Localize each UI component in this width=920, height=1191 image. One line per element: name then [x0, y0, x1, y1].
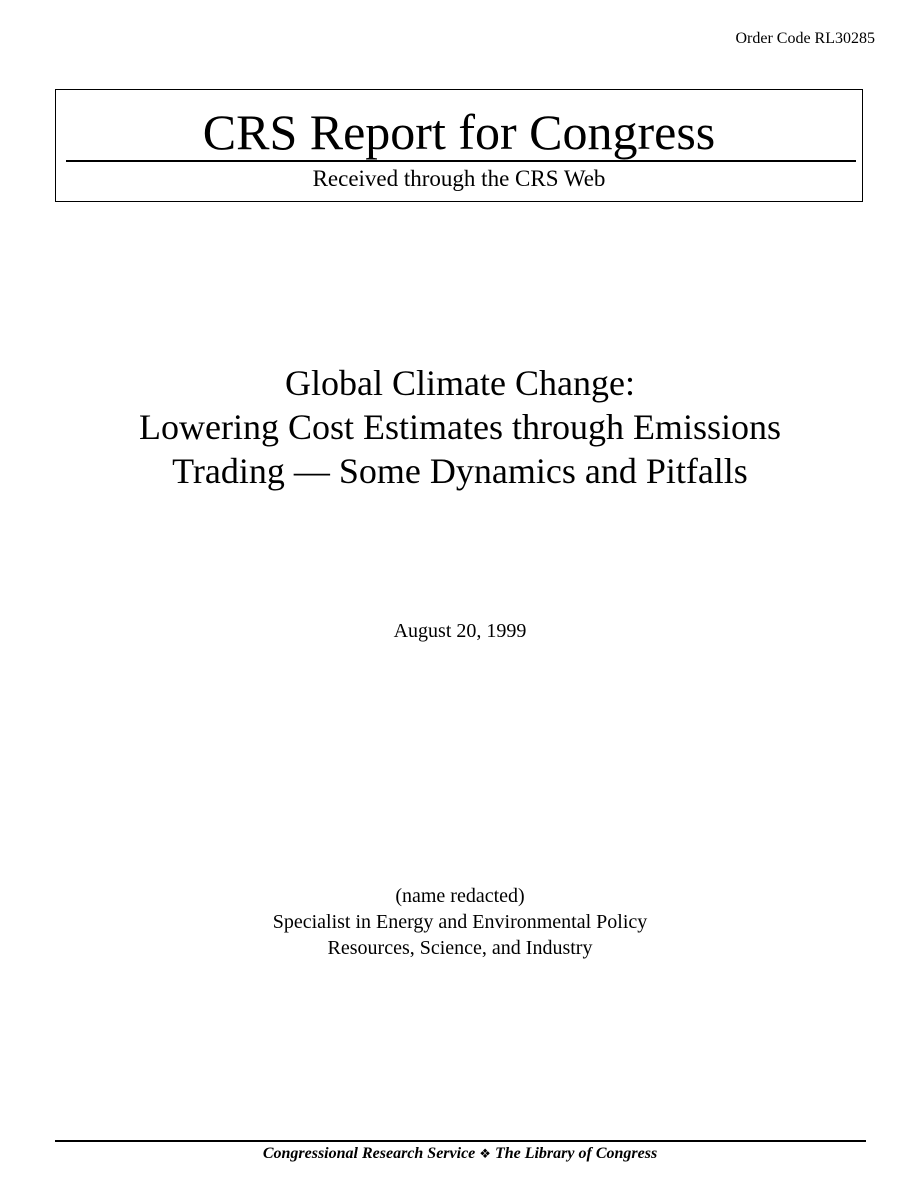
footer-library: The Library of Congress	[494, 1145, 658, 1162]
footer	[0, 1143, 920, 1166]
document-title-line: Global Climate Change:	[285, 363, 635, 403]
footer-divider	[55, 1140, 866, 1142]
author-block	[0, 883, 920, 961]
document-date: August 20, 1999	[393, 620, 527, 642]
document-title	[0, 361, 920, 493]
document-title-line: Lowering Cost Estimates through Emissions	[139, 407, 781, 447]
header-divider	[66, 160, 856, 162]
footer-publisher: Congressional Research Service	[262, 1145, 476, 1162]
document-title-line: Trading — Some Dynamics and Pitfalls	[172, 451, 748, 491]
report-subtitle: Received through the CRS Web	[312, 166, 606, 191]
diamond-ornament-icon: ❖	[479, 1147, 491, 1162]
author-division: Resources, Science, and Industry	[327, 937, 593, 959]
order-code: Order Code RL30285	[735, 30, 875, 47]
author-position: Specialist in Energy and Environmental Policy	[272, 911, 648, 933]
author-name: (name redacted)	[395, 885, 525, 907]
report-header-box	[55, 89, 863, 202]
report-title: CRS Report for Congress	[202, 104, 716, 160]
